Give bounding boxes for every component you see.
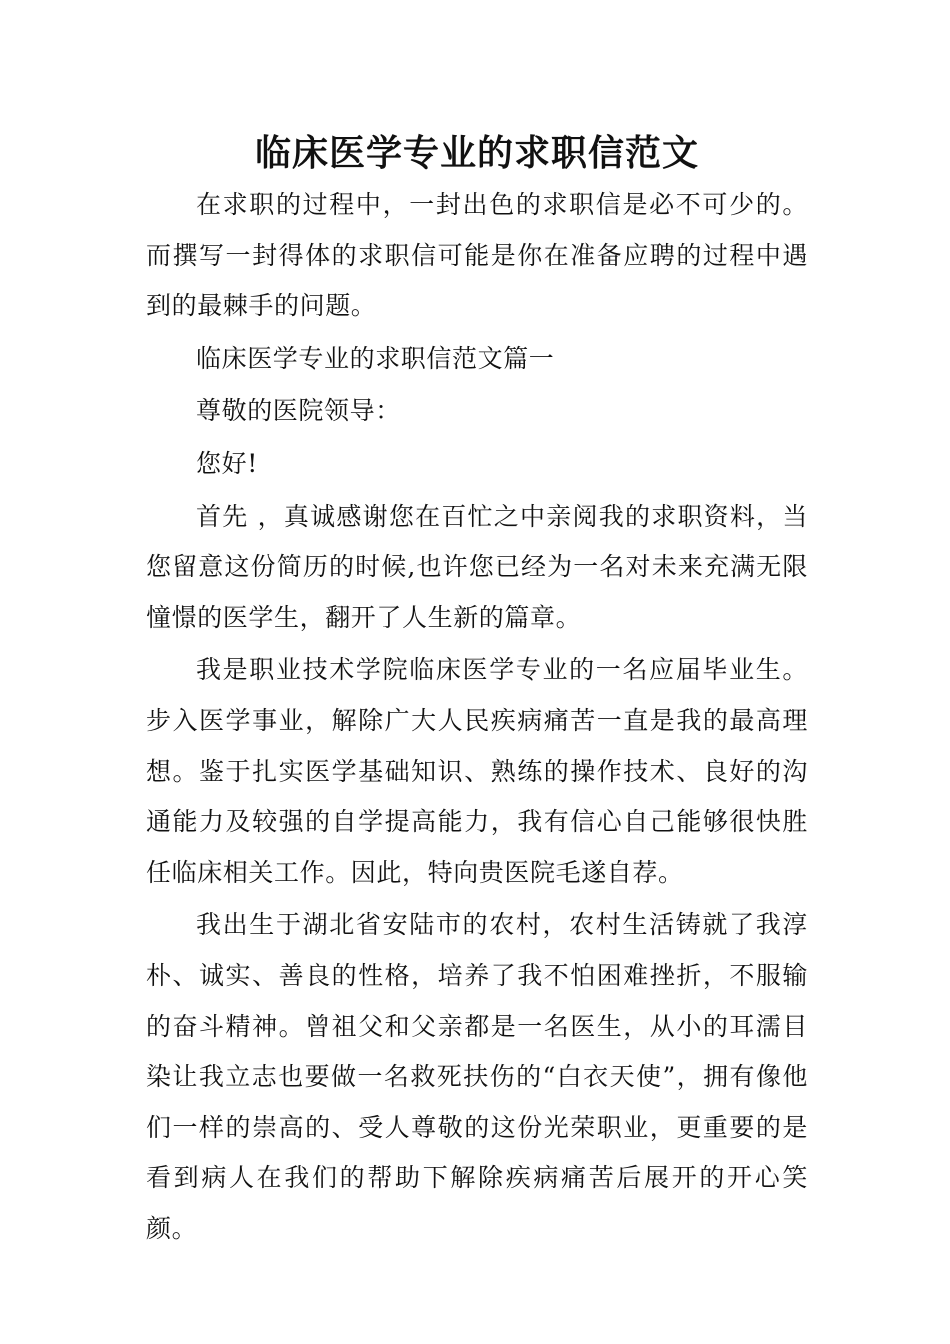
body-paragraph-thanks: 首先 ，真诚感谢您在百忙之中亲阅我的求职资料，当您留意这份简历的时候,也许您已经为一名对未来充满无限憧憬的医学生，翻开了人生新的篇章。 <box>146 501 808 632</box>
intro-paragraph: 在求职的过程中，一封出色的求职信是必不可少的。而撰写一封得体的求职信可能是你在准备应聘的过程中遇到的最棘手的问题。 <box>146 190 808 321</box>
salutation: 尊敬的医院领导： <box>196 396 401 426</box>
section-heading: 临床医学专业的求职信范文篇一 <box>196 343 555 373</box>
document-page <box>146 126 808 1256</box>
document-title: 临床医学专业的求职信范文 <box>254 132 699 174</box>
document-body <box>146 180 808 1254</box>
body-paragraph-background: 我出生于湖北省安陆市的农村，农村生活铸就了我淳朴、诚实、善良的性格，培养了我不怕困难挫折，不服输的奋斗精神。曾祖父和父亲都是一名医生，从小的耳濡目染让我立志也要做一名救死扶伤的“白衣天使”，拥有像他们一样的崇高的、受人尊敬的这份光荣职业，更重要的是看到病人在我们的帮助下解除疾病痛苦后展开的开心笑颜。 <box>146 910 808 1243</box>
body-paragraph-introduction: 我是职业技术学院临床医学专业的一名应届毕业生。步入医学事业，解除广大人民疾病痛苦一直是我的最高理想。鉴于扎实医学基础知识、熟练的操作技术、良好的沟通能力及较强的自学提高能力，我有信心自己能够很快胜任临床相关工作。因此，特向贵医院毛遂自荐。 <box>146 655 808 887</box>
greeting: 您好! <box>196 448 258 478</box>
